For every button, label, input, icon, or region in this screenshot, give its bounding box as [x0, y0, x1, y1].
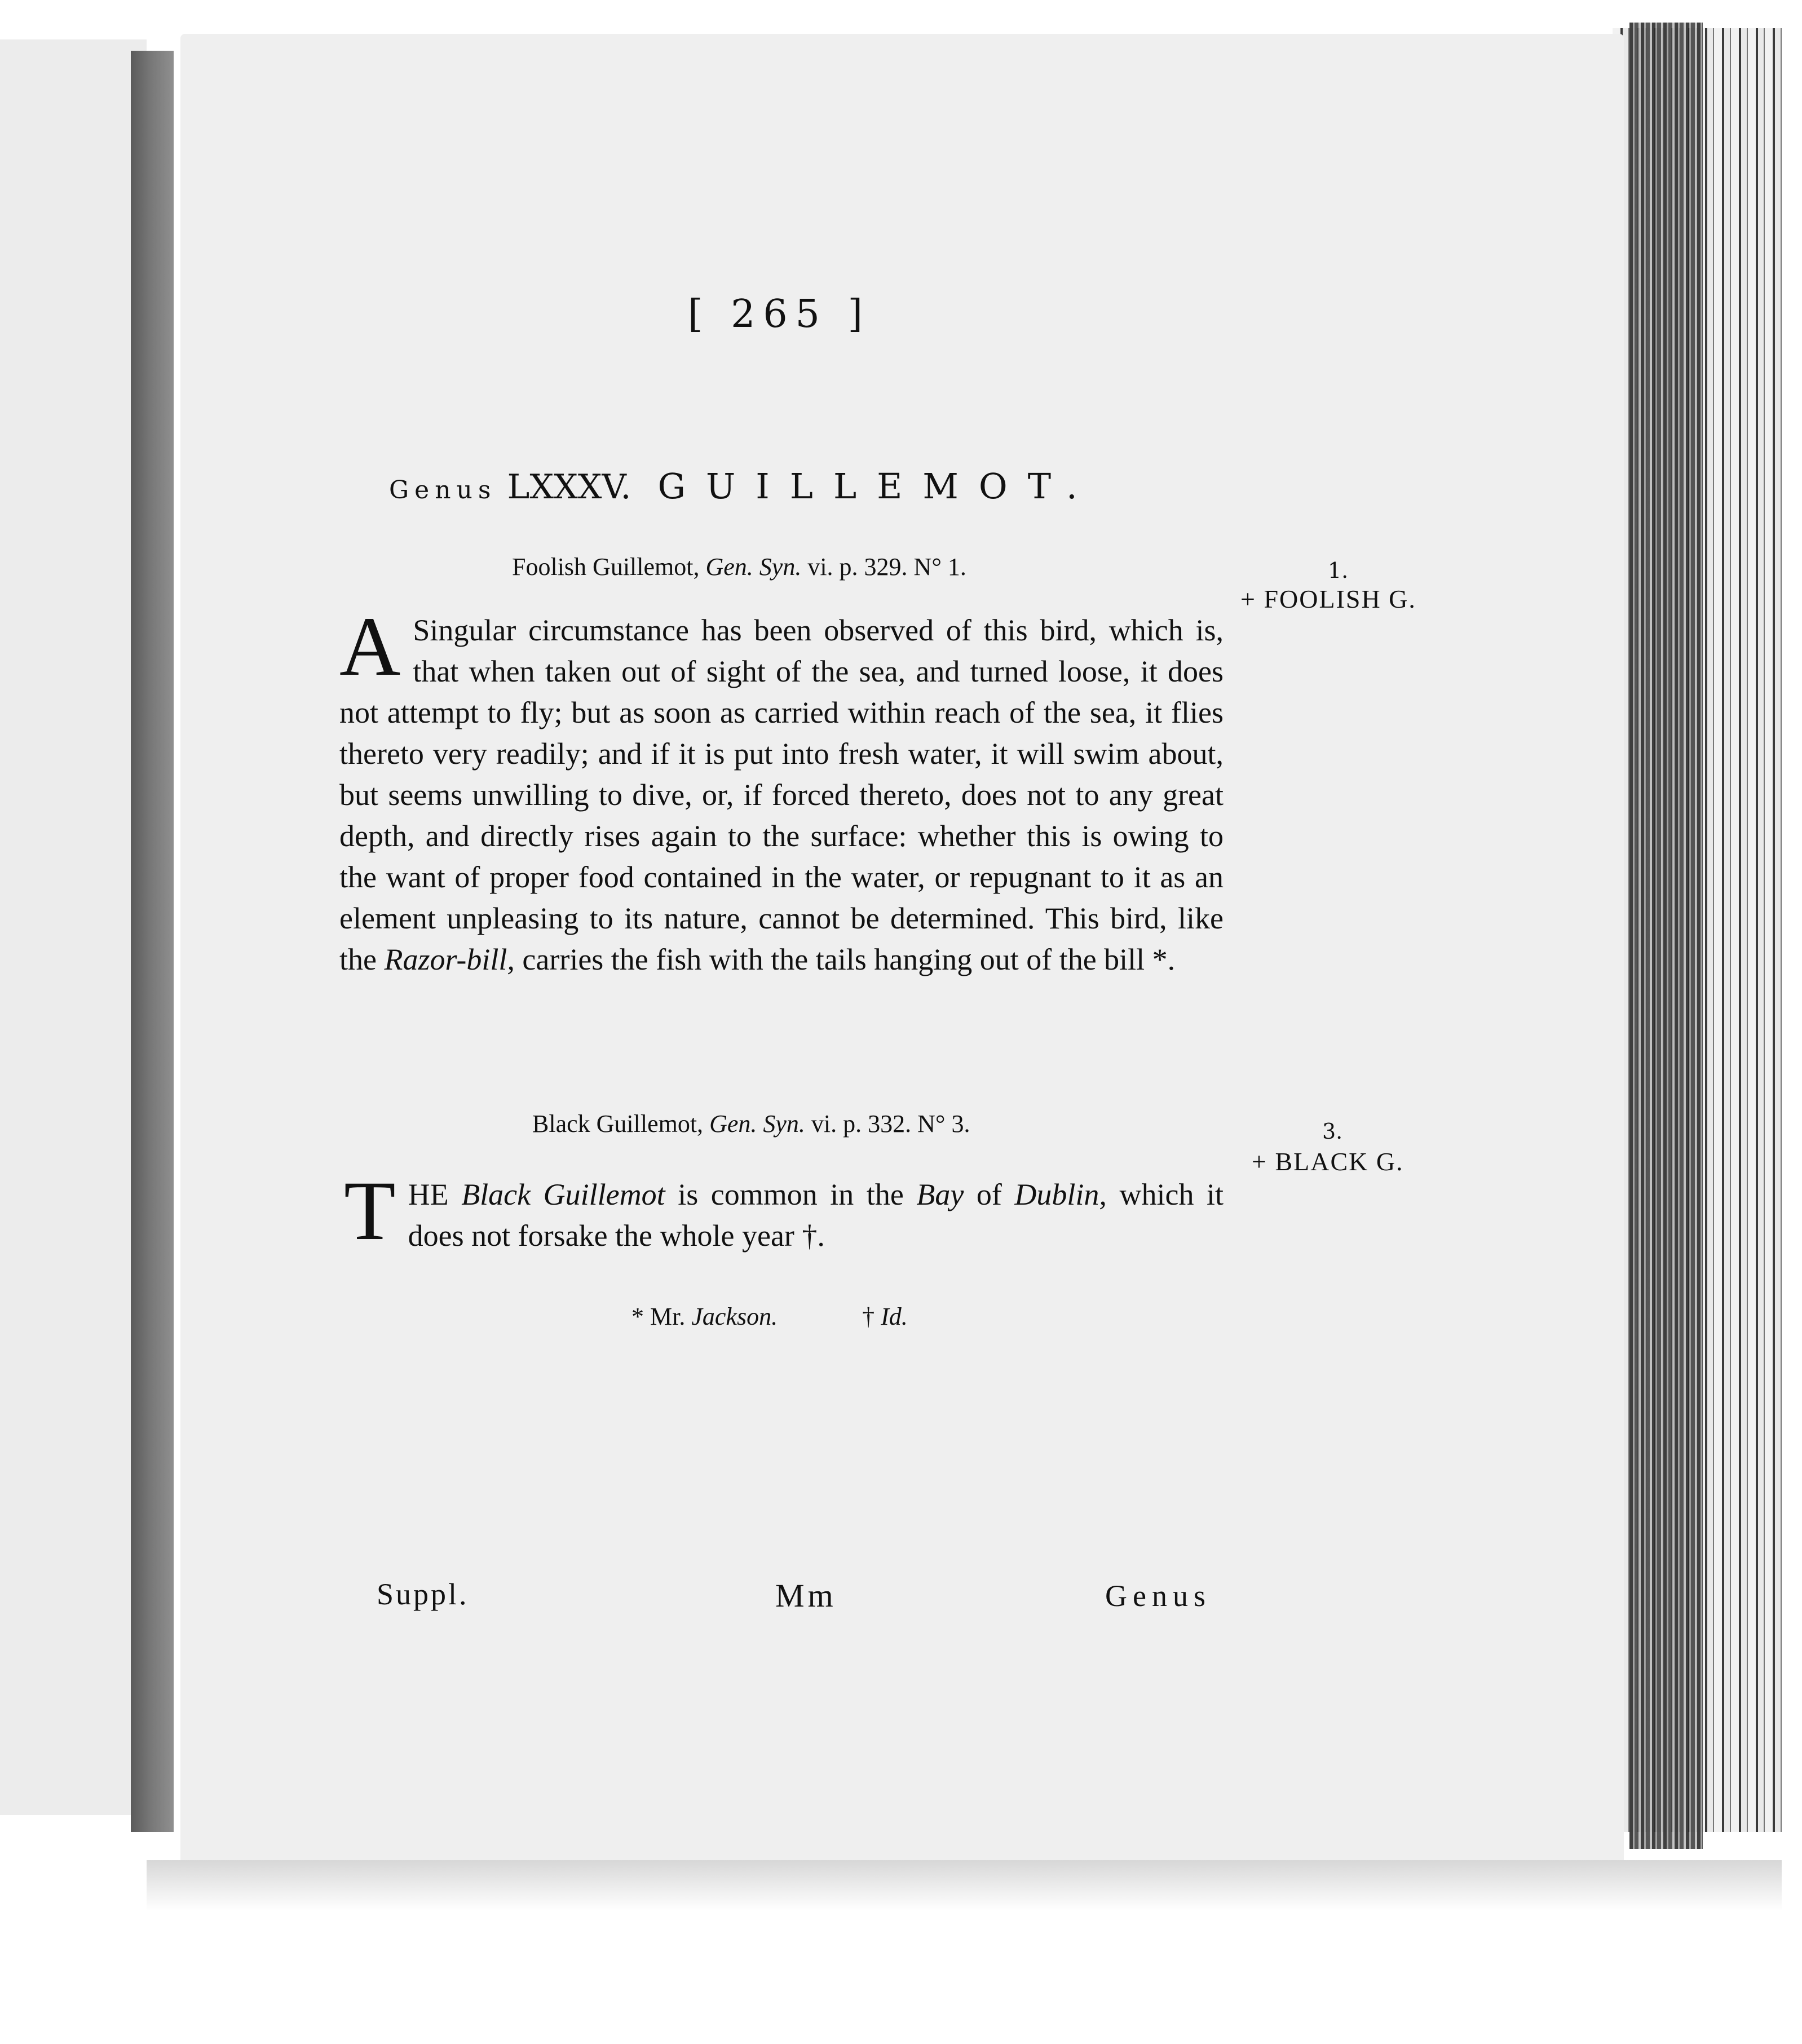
- signature-mark: Suppl.: [377, 1577, 469, 1611]
- reference-italic: Gen. Syn.: [709, 1110, 805, 1138]
- footnote-mark: * Mr.: [631, 1303, 692, 1330]
- entry-paragraph-foolish: [339, 600, 1224, 980]
- reference-name: Black Guillemot,: [532, 1110, 710, 1138]
- paragraph-italic: Dublin,: [1014, 1178, 1107, 1211]
- bottom-shadow: [147, 1860, 1782, 1911]
- drop-cap: A: [339, 600, 401, 693]
- reference-rest: vi. p. 332. N° 3.: [805, 1110, 970, 1138]
- page-stack-edges-dark: [1629, 23, 1703, 1849]
- paragraph-italic: Black Guillemot: [461, 1178, 665, 1211]
- genus-prefix: Genus: [389, 476, 497, 505]
- paragraph-text: of: [964, 1178, 1015, 1211]
- entry-reference-black: [532, 1109, 970, 1138]
- reference-rest: vi. p. 329. N° 1.: [801, 553, 966, 581]
- margin-label-black: + BLACK G.: [1252, 1147, 1404, 1176]
- paragraph-text: which it does not forsake the whole year †.: [408, 1178, 1224, 1253]
- entry-paragraph-black: [344, 1164, 1224, 1258]
- paragraph-text: Singular circumstance has been observed of this bird, which is, that when taken out of sight of the sea, and turned loose, it does not attempt to fly; but as soon as carried within reach of the sea, it flies thereto very readily; and if it is put into fresh water, it will swim about, but seems unwilling to dive, or, if forced thereto, does not to any great depth, and directly rises again to the surface: whether this is owing to the want of proper food contained in the water, or repugnant to it as an element unpleasing to its nature, cannot be determined. This bird, like the: [339, 613, 1224, 976]
- left-page-edge: [0, 39, 147, 1815]
- footnote-mark: †: [862, 1303, 881, 1330]
- footnote-source: Id.: [881, 1303, 908, 1330]
- entry-reference-foolish: [512, 552, 966, 581]
- paragraph-text: is common in the: [665, 1178, 917, 1211]
- book-spine-shadow: [131, 51, 174, 1832]
- page-number: [ 265 ]: [688, 292, 871, 337]
- gathering-mark: Mm: [775, 1577, 837, 1614]
- paragraph-text: HE: [408, 1178, 462, 1211]
- paragraph-text-end: carries the fish with the tails hanging out of the bill *.: [514, 943, 1176, 976]
- margin-number-foolish: 1.: [1328, 558, 1349, 583]
- catchword: Genus: [1105, 1579, 1211, 1613]
- genus-numeral: LXXXV.: [507, 467, 631, 507]
- paragraph-italic: Bay: [916, 1178, 964, 1211]
- genus-name: GUILLEMOT.: [657, 466, 1098, 507]
- footnotes: [631, 1302, 908, 1331]
- drop-cap: T: [344, 1164, 396, 1258]
- reference-italic: Gen. Syn.: [705, 553, 802, 581]
- reference-name: Foolish Guillemot,: [512, 553, 706, 581]
- margin-label-foolish: + FOOLISH G.: [1240, 585, 1416, 613]
- footnote-source: Jackson.: [691, 1303, 778, 1330]
- paragraph-italic: Razor-bill,: [384, 943, 515, 976]
- margin-number-black: 3.: [1322, 1119, 1343, 1144]
- genus-heading: [389, 466, 1098, 507]
